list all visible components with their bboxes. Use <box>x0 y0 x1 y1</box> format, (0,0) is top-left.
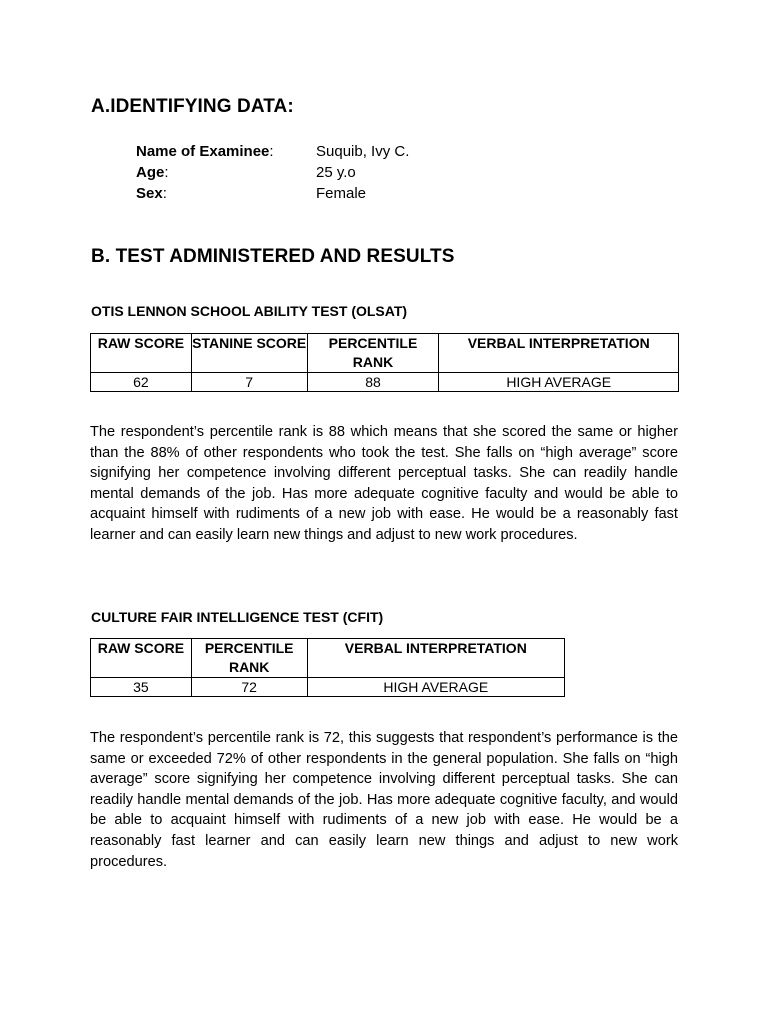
column-header: PERCENTILE RANK <box>191 639 307 678</box>
percentile-rank-cell: 88 <box>307 373 439 392</box>
examinee-name-label: Name of Examinee <box>136 143 270 160</box>
age-value: 25 y.o <box>316 164 356 181</box>
sex-label: Sex <box>136 185 163 202</box>
stanine-score-cell: 7 <box>191 373 307 392</box>
percentile-rank-cell: 72 <box>191 678 307 697</box>
table-row <box>91 678 565 697</box>
column-header: STANINE SCORE <box>191 334 307 373</box>
column-header: RAW SCORE <box>91 639 192 678</box>
olsat-title: OTIS LENNON SCHOOL ABILITY TEST (OLSAT) <box>91 303 408 319</box>
raw-score-cell: 35 <box>91 678 192 697</box>
section-a-heading: A.IDENTIFYING DATA: <box>91 96 294 117</box>
examinee-name-value: Suquib, Ivy C. <box>316 143 410 160</box>
examinee-name-row: Name of Examinee: Suquib, Ivy C. <box>136 143 410 160</box>
verbal-interpretation-cell: HIGH AVERAGE <box>307 678 564 697</box>
column-header: VERBAL INTERPRETATION <box>439 334 679 373</box>
cfit-title: CULTURE FAIR INTELLIGENCE TEST (CFIT) <box>91 609 384 625</box>
raw-score-cell: 62 <box>91 373 192 392</box>
section-b-heading: B. TEST ADMINISTERED AND RESULTS <box>91 246 455 267</box>
table-header-row <box>91 639 565 678</box>
olsat-results-table <box>90 333 679 392</box>
age-label: Age <box>136 164 165 181</box>
sex-value: Female <box>316 185 367 202</box>
age-row: Age: 25 y.o <box>136 164 356 181</box>
sex-row: Sex: Female <box>136 185 367 202</box>
column-header: RAW SCORE <box>91 334 192 373</box>
olsat-interpretation-paragraph: The respondent’s percentile rank is 88 which means that she scored the same or higher than the 88% of other respondents who took the test. She falls on “high average” score signifying her competence involving different perceptual tasks. She can readily handle mental demands of the job. Has more adequate cognitive faculty and would be able to acquaint himself with rudiments of a new job with ease. He would be a reasonably fast learner and can easily learn new things and adjust to new work procedures. <box>90 424 678 543</box>
identifying-data <box>136 141 409 204</box>
table-row <box>91 373 679 392</box>
cfit-interpretation-paragraph: The respondent’s percentile rank is 72, this suggests that respondent’s performance is the same or exceeded 72% of other respondents in the general population. She falls on “high average” score signifying her competence involving different perceptual tasks. She can readily handle mental demands of the job. Has more adequate cognitive faculty, and would be able to acquaint himself with rudiments of a new job with ease. He would be a reasonably fast learner and can easily learn new things and adjust to new work procedures. <box>90 730 678 870</box>
verbal-interpretation-cell: HIGH AVERAGE <box>439 373 679 392</box>
cfit-results-table <box>90 638 565 697</box>
column-header: VERBAL INTERPRETATION <box>307 639 564 678</box>
column-header: PERCENTILE RANK <box>307 334 439 373</box>
table-header-row <box>91 334 679 373</box>
